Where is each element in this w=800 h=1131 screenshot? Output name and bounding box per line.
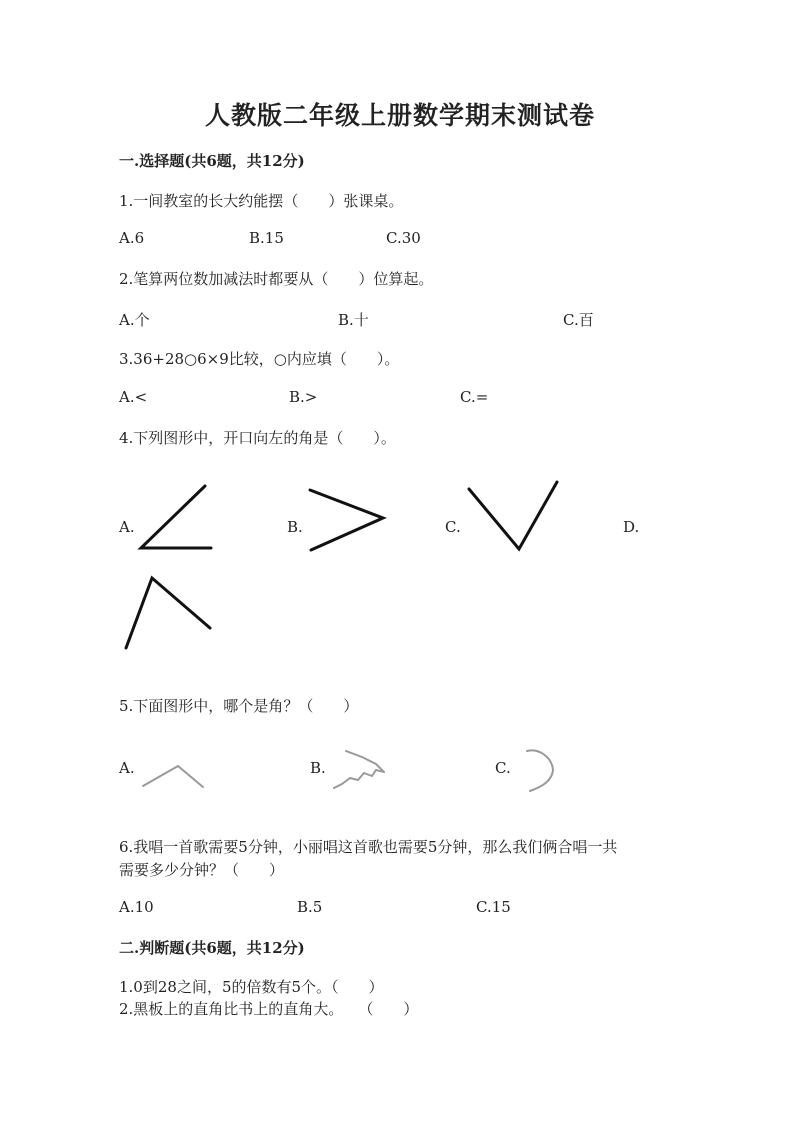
q2-option-c: C.百 (563, 311, 594, 329)
judgement-1: 1.0到28之间，5的倍数有5个。（ ） (119, 978, 384, 996)
q6-option-a: A.10 (119, 898, 154, 916)
q2-option-b: B.十 (338, 311, 369, 329)
q4-option-d: D. (623, 518, 640, 536)
q4-option-b: B. (287, 518, 303, 536)
q3-option-c: C.= (460, 388, 489, 406)
q1-option-c: C.30 (386, 229, 421, 247)
section-heading-choice: 一.选择题(共6题，共12分) (119, 152, 305, 170)
q3-option-b: B.> (289, 388, 318, 406)
shape-b-figure (334, 751, 384, 788)
question-4: 4.下列图形中，开口向左的角是（ ）。 (119, 429, 396, 447)
question-3: 3.36+28○6×9比较，○内应填（ ）。 (119, 350, 400, 368)
q3-option-a: A.< (119, 388, 148, 406)
angle-d-figure (126, 578, 210, 648)
judgement-2: 2.黑板上的直角比书上的直角大。 （ ） (119, 1000, 419, 1018)
q1-option-a: A.6 (119, 229, 145, 247)
q5-option-a: A. (119, 759, 135, 777)
q4-option-a: A. (119, 518, 135, 536)
question-5: 5.下面图形中，哪个是角？（ ） (119, 697, 359, 715)
q6-option-c: C.15 (476, 898, 511, 916)
question-2: 2.笔算两位数加减法时都要从（ ）位算起。 (119, 270, 434, 288)
shape-c-figure (527, 750, 553, 791)
q5-option-b: B. (310, 759, 326, 777)
angle-c-figure (469, 482, 557, 549)
angle-b-figure (310, 490, 383, 550)
q4-option-c: C. (445, 518, 461, 536)
q6-option-b: B.5 (297, 898, 323, 916)
q2-option-a: A.个 (119, 311, 150, 329)
q5-option-c: C. (495, 759, 511, 777)
shape-a-figure (143, 766, 203, 787)
section-heading-judgement: 二.判断题(共6题，共12分) (119, 939, 305, 957)
q1-option-b: B.15 (249, 229, 284, 247)
question-1: 1.一间教室的长大约能摆（ ）张课桌。 (119, 192, 404, 210)
angle-a-figure (141, 486, 211, 548)
page-title: 人教版二年级上册数学期末测试卷 (204, 101, 595, 130)
question-6-line-1: 6.我唱一首歌需要5分钟，小丽唱这首歌也需要5分钟，那么我们俩合唱一共 (119, 838, 618, 856)
question-6-line-2: 需要多少分钟？（ ） (119, 861, 285, 879)
